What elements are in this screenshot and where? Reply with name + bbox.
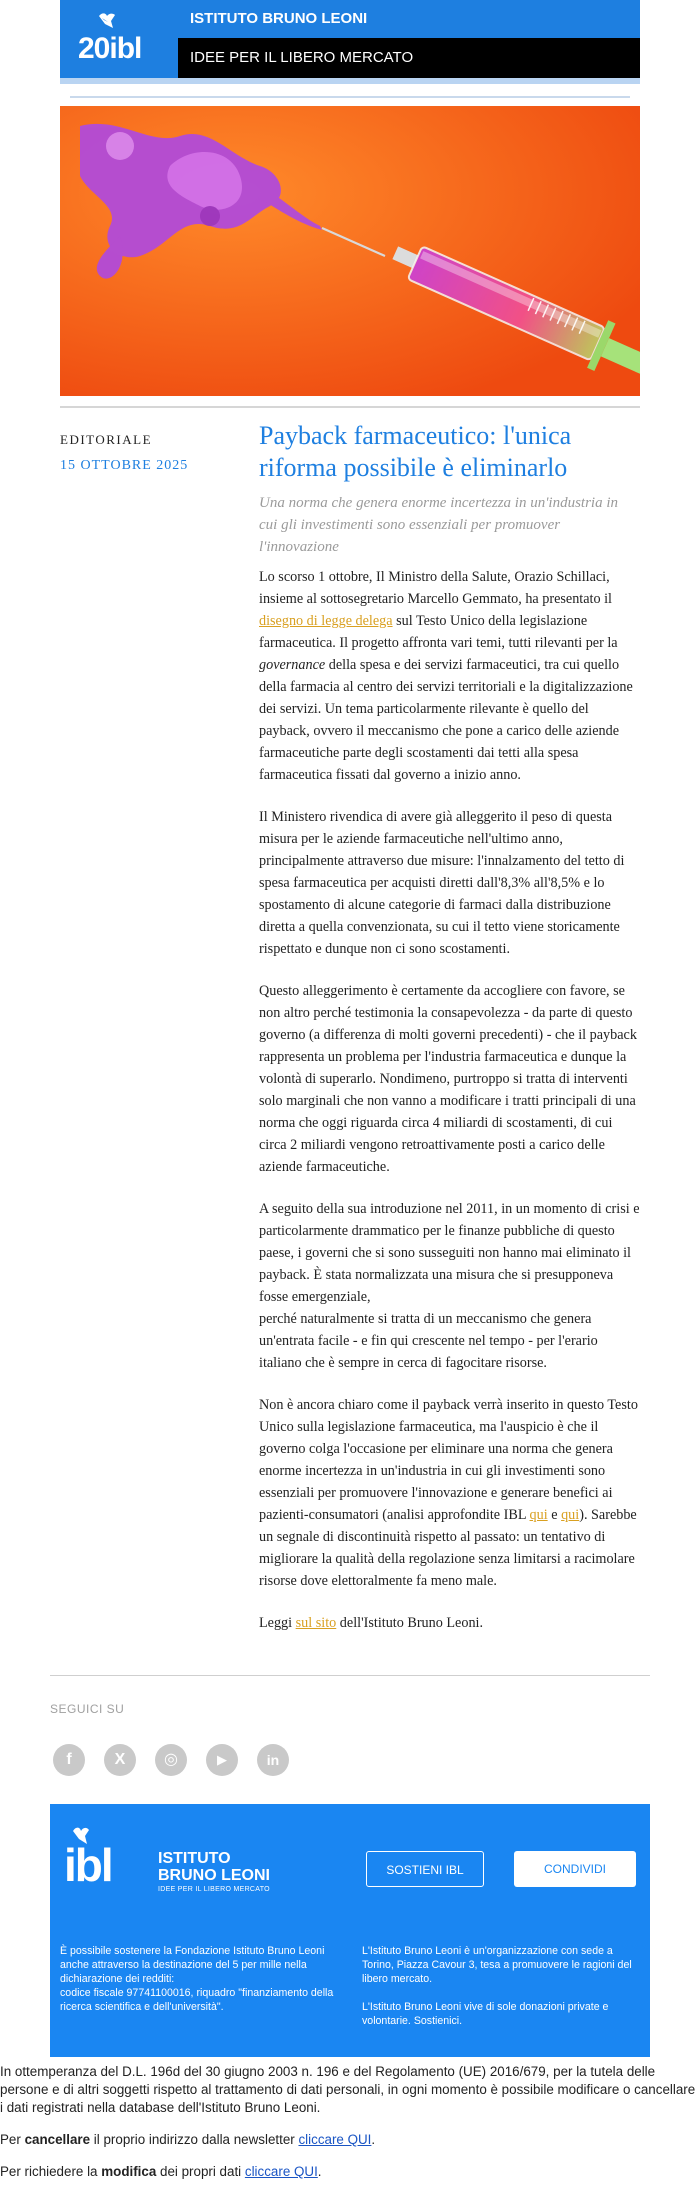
- unsubscribe-link[interactable]: cliccare QUI: [298, 2132, 372, 2147]
- five-per-mille-info: È possibile sostenere la Fondazione Istituto Bruno Leoni anche attraverso la destinazione del 5 per mille nella dichiarazione dei redditi: codice fiscale 97741100016, riquadro "finanziamento della ricerca scientifica e dell'università".: [60, 1945, 334, 2013]
- newsletter-header: [60, 0, 640, 78]
- support-ibl-button[interactable]: SOSTIENI IBL: [366, 1851, 484, 1887]
- facebook-icon[interactable]: f: [53, 1744, 85, 1776]
- torch-icon: [96, 12, 118, 30]
- header-underline: [60, 78, 640, 84]
- ddl-delega-link[interactable]: disegno di legge delega: [259, 613, 393, 629]
- article-kicker: EDITORIALE: [60, 432, 153, 447]
- modify-data-line: Per richiedere la modifica dei propri dati cliccare QUI.: [0, 2164, 322, 2179]
- analysis-link-2[interactable]: qui: [561, 1507, 580, 1523]
- hero-image[interactable]: [60, 106, 640, 396]
- syringe-image-icon: [60, 106, 640, 396]
- article-body: [259, 566, 641, 1654]
- follow-label: SEGUICI SU: [50, 1702, 125, 1716]
- paragraph-2: Il Ministero rivendica di avere già alleggerito il peso di questa misura per le aziende farmaceutiche nell'ultimo anno, principalmente attraverso due misure: l'innalzamento del tetto di spesa farmaceutica per acquisti diretti dall'8,3% all'8,5% e lo spostamento di alcune categorie di farmaci dalla distribuzione diretta a quella convenzionata, su cui il tetto viene storicamente rispettato e dunque non ci sono scostamenti.: [259, 809, 625, 957]
- article-date: 15 OTTOBRE 2025: [60, 458, 189, 473]
- footer-logo-ibl[interactable]: ibl: [64, 1839, 112, 1891]
- ibl-logo[interactable]: [60, 0, 178, 78]
- paragraph-5: Non è ancora chiaro come il payback verrà inserito in questo Testo Unico sulla legislazione farmaceutica, ma l'auspicio è che il governo colga l'occasione per eliminare una norma che genera enorme incertezza in un'industria in cui gli investimenti sono essenziali per promuovere l'innovazione e generare benefici ai pazienti-consumatori (analisi approfondite IBL qui e qui). Sarebbe un segnale di discontinuità rispetto al passato: un tentativo di migliorare la qualità della regolazione senza limitarsi a racimolare risorse dove elettoralmente fa meno male.: [259, 1397, 638, 1589]
- privacy-notice: In ottemperanza del D.L. 196d del 30 giugno 2003 n. 196 e del Regolamento (UE) 2016/679, per la tutela delle persone e di altri soggetti rispetto al trattamento di dati personali, in ogni momento è possibile modificare o cancellare i dati registrati nella database dell'Istituto Bruno Leoni.: [0, 2064, 696, 2115]
- legal-notice: [0, 2063, 700, 2195]
- article-subtitle: Una norma che genera enorme incertezza in un'industria in cui gli investimenti sono essenziali per promuover l'innovazione: [259, 495, 618, 555]
- read-on-site-link[interactable]: sul sito: [295, 1615, 337, 1631]
- paragraph-6: Leggi sul sito dell'Istituto Bruno Leoni.: [259, 1615, 484, 1631]
- article-title[interactable]: Payback farmaceutico: l'unica riforma possibile è eliminarlo: [259, 421, 572, 482]
- header-divider: [70, 96, 630, 98]
- footer-logo-name: ISTITUTO BRUNO LEONI: [158, 1850, 270, 1884]
- org-tagline: IDEE PER IL LIBERO MERCATO: [178, 38, 640, 78]
- x-twitter-icon[interactable]: X: [104, 1744, 136, 1776]
- analysis-link-1[interactable]: qui: [529, 1507, 548, 1523]
- paragraph-4: A seguito della sua introduzione nel 2011, in un momento di crisi e particolarmente drammatico per le finanze pubbliche di questo paese, i governi che si sono susseguiti non hanno mai eliminato il payback. È stata normalizzata una misura che si presupponeva fosse emergenziale, perché naturalmente si tratta di un meccanismo che genera un'entrata facile - e fin qui crescente nel tempo - per l'erario italiano che è sempre in cerca di fagocitare risorse.: [259, 1201, 640, 1371]
- youtube-icon[interactable]: ▶: [206, 1744, 238, 1776]
- paragraph-3: Questo alleggerimento è certamente da accogliere con favore, se non altro perché testimonia la consapevolezza - da parte di questo governo (a differenza di molti governi precedenti) - che il payback rappresenta un problema per l'industria farmaceutica e dunque la volontà di superarlo. Nondimeno, purtroppo si tratta di interventi solo marginali che non vanno a modificare i tratti principali di una norma che oggi riguarda circa 4 miliardi di scostamenti, di cui circa 2 miliardi vengono retroattivamente posti a carico delle aziende farmaceutiche.: [259, 983, 637, 1175]
- instagram-icon[interactable]: ◎: [155, 1744, 187, 1776]
- content-separator: [50, 1675, 650, 1676]
- org-name[interactable]: ISTITUTO BRUNO LEONI: [178, 0, 640, 38]
- footer-panel: [50, 1804, 650, 2057]
- hero-divider: [60, 406, 640, 408]
- about-ibl-info: L'Istituto Bruno Leoni è un'organizzazione con sede a Torino, Piazza Cavour 3, tesa a promuovere le ragioni del libero mercato. L'Istituto Bruno Leoni vive di sole donazioni private e volontarie. Sostienici.: [362, 1945, 632, 2027]
- paragraph-1: Lo scorso 1 ottobre, Il Ministro della Salute, Orazio Schillaci, insieme al sottosegretario Marcello Gemmato, ha presentato il disegno di legge delega sul Testo Unico della legislazione farmaceutica. Il progetto affronta vari temi, tutti rilevanti per la governance della spesa e dei servizi farmaceutici, tra cui quello della farmacia al centro dei servizi territoriali e la digitalizzazione dei servizi. Un tema particolarmente rilevante è quello del payback, ovvero il meccanismo che pone a carico delle aziende farmaceutiche parte degli scostamenti dai tetti alla spesa farmaceutica fissati dal governo a inizio anno.: [259, 569, 633, 783]
- footer-logo-tagline: IDEE PER IL LIBERO MERCATO: [158, 1886, 270, 1893]
- logo-text: 20ibl: [78, 32, 142, 65]
- modify-data-link[interactable]: cliccare QUI: [244, 2164, 318, 2179]
- unsubscribe-line: Per cancellare il proprio indirizzo dalla newsletter cliccare QUI.: [0, 2132, 376, 2147]
- header-banner: [178, 0, 640, 78]
- linkedin-icon[interactable]: in: [257, 1744, 289, 1776]
- share-button[interactable]: CONDIVIDI: [514, 1851, 636, 1887]
